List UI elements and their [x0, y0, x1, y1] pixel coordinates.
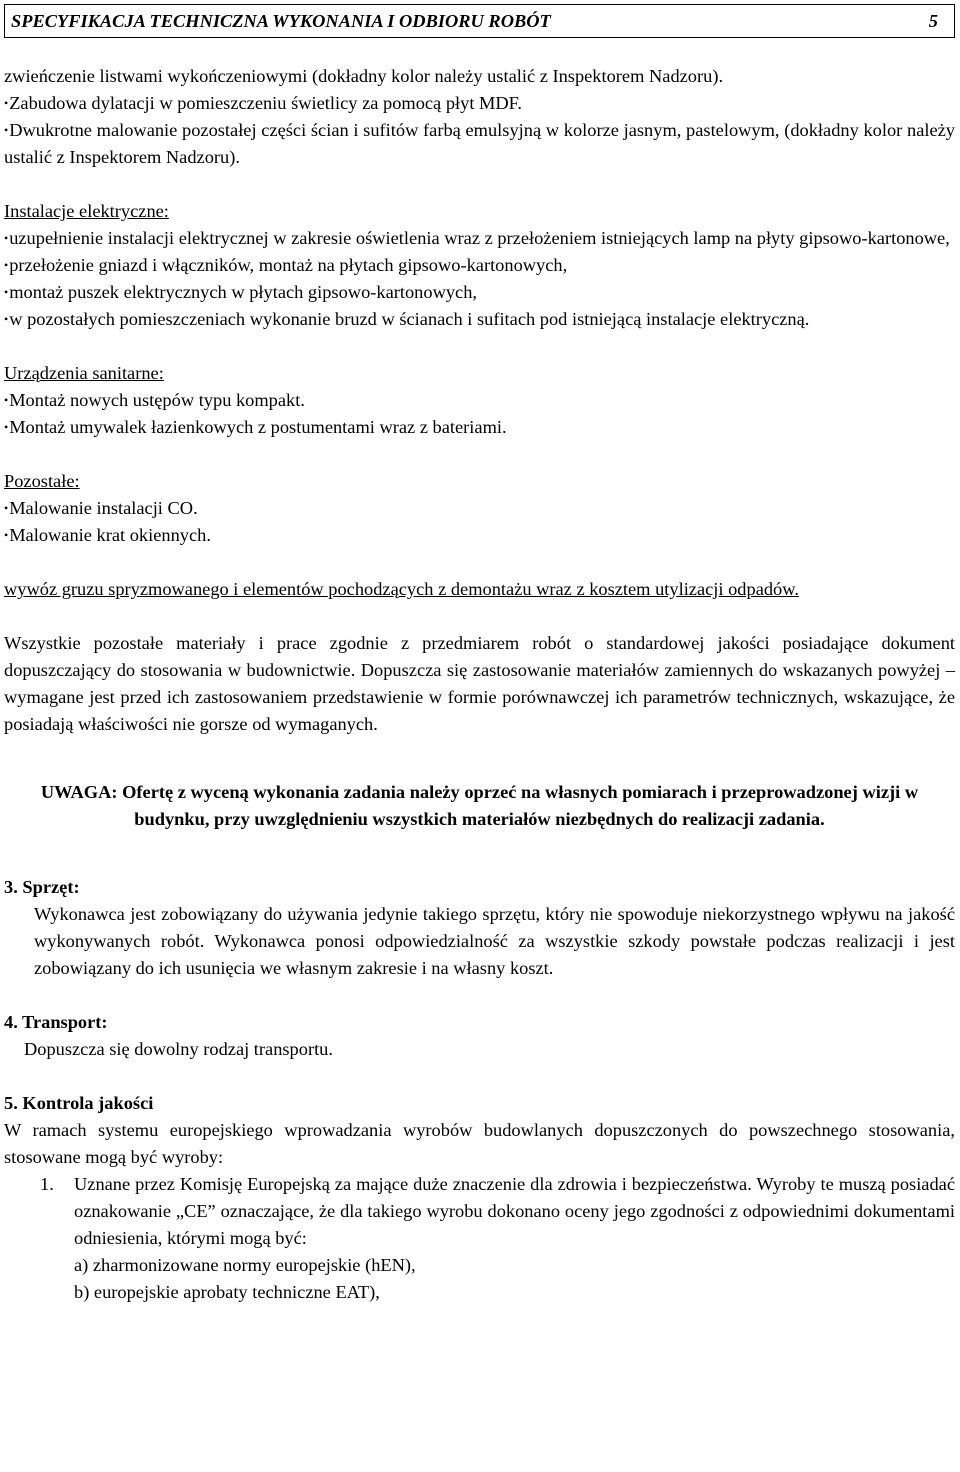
section-3-text: Wykonawca jest zobowiązany do używania jedynie takiego sprzętu, który nie spowoduje niekorzystnego wpływu na jakość wykonywanych robót. Wykonawca ponosi odpowiedzialność za wszystkie szkody powstałe podczas realizacji i jest zobowiązany do ich usunięcia we własnym zakresie i na własny koszt. — [34, 904, 955, 978]
sanitary-heading: Urządzenia sanitarne: — [4, 363, 164, 383]
electrical-item-4: • w pozostałych pomieszczeniach wykonanie bruzd w ścianach i sufitach pod istniejącą instalacje elektryczną. — [4, 306, 955, 333]
list-number: 1. — [40, 1174, 54, 1194]
document-body — [4, 63, 955, 1306]
sanitary-item-1: • Montaż nowych ustępów typu kompakt. — [4, 387, 955, 414]
list-sub-b: b) europejskie aprobaty techniczne EAT), — [74, 1282, 380, 1302]
uwaga-notice: UWAGA: Ofertę z wyceną wykonania zadania należy oprzeć na własnych pomiarach i przeprowadzonej wizji w budynku, przy uwzględnieniu wszystkich materiałów niezbędnych do realizacji zadania. — [40, 782, 919, 829]
intro-bullet-1: • Zabudowa dylatacji w pomieszczeniu świetlicy za pomocą płyt MDF. — [4, 90, 955, 117]
section-4-title: 4. Transport: — [4, 1012, 108, 1032]
section-4-text: Dopuszcza się dowolny rodzaj transportu. — [24, 1039, 333, 1059]
section-5-list-item-1 — [4, 1171, 955, 1306]
debris-paragraph: wywóz gruzu spryzmowanego i elementów pochodzących z demontażu wraz z kosztem utylizacji odpadów. — [4, 579, 799, 599]
list-sub-a: a) zharmonizowane normy europejskie (hEN), — [74, 1255, 416, 1275]
intro-line: zwieńczenie listwami wykończeniowymi (dokładny kolor należy ustalić z Inspektorem Nadzoru). — [4, 66, 724, 86]
page-number: 5 — [928, 10, 938, 31]
other-item-1: • Malowanie instalacji CO. — [4, 495, 955, 522]
electrical-item-1: • uzupełnienie instalacji elektrycznej w zakresie oświetlenia wraz z przełożeniem istniejących lamp na płyty gipsowo-kartonowe, — [4, 225, 955, 252]
other-heading: Pozostałe: — [4, 471, 80, 491]
section-3-title: 3. Sprzęt: — [4, 877, 80, 897]
materials-paragraph: Wszystkie pozostałe materiały i prace zgodnie z przedmiarem robót o standardowej jakości posiadające dokument dopuszczający do stosowania w budownictwie. Dopuszcza się zastosowanie materiałów zamiennych do wskazanych powyżej – wymagane jest przed ich zastosowaniem przedstawienie w formie porównawczej ich parametrów technicznych, wskazujące, że posiadają właściwości nie gorsze od wymaganych. — [4, 633, 955, 734]
intro-bullet-2: • Dwukrotne malowanie pozostałej części ścian i sufitów farbą emulsyjną w kolorze jasnym, pastelowym, (dokładny kolor należy ustalić z Inspektorem Nadzoru). — [4, 117, 955, 171]
page-header — [4, 4, 955, 38]
section-5-title: 5. Kontrola jakości — [4, 1093, 154, 1113]
electrical-item-2: • przełożenie gniazd i włączników, montaż na płytach gipsowo-kartonowych, — [4, 252, 955, 279]
electrical-heading: Instalacje elektryczne: — [4, 201, 169, 221]
list-item-text: Uznane przez Komisję Europejską za mające duże znaczenie dla zdrowia i bezpieczeństwa. Wyroby te muszą posiadać oznakowanie „CE” oznaczające, że dla takiego wyrobu dokonano oceny jego zgodności z odpowiednimi dokumentami odniesienia, którymi mogą być: — [74, 1174, 955, 1248]
section-5-text: W ramach systemu europejskiego wprowadzania wyrobów budowlanych dopuszczonych do powszechnego stosowania, stosowane mogą być wyroby: — [4, 1120, 955, 1167]
electrical-item-3: • montaż puszek elektrycznych w płytach gipsowo-kartonowych, — [4, 279, 955, 306]
sanitary-item-2: • Montaż umywalek łazienkowych z postumentami wraz z bateriami. — [4, 414, 955, 441]
header-title: SPECYFIKACJA TECHNICZNA WYKONANIA I ODBIORU ROBÓT — [11, 10, 551, 31]
other-item-2: • Malowanie krat okiennych. — [4, 522, 955, 549]
